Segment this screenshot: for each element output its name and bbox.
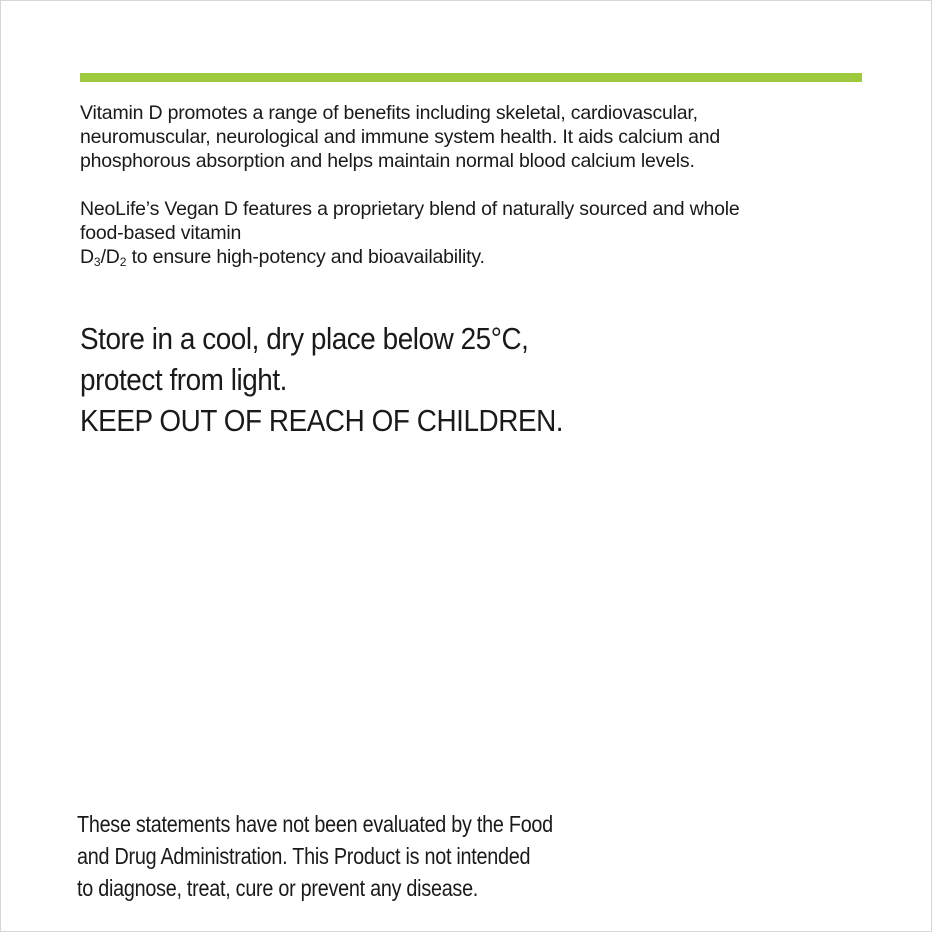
storage-line: Store in a cool, dry place below 25°C,	[80, 321, 529, 356]
storage-instructions	[80, 318, 710, 441]
benefits-line: phosphorous absorption and helps maintain normal blood calcium levels.	[80, 150, 695, 172]
subscript-2: 2	[119, 255, 127, 269]
disclaimer-line: and Drug Administration. This Product is not intended	[77, 843, 531, 869]
benefits-line: neuromuscular, neurological and immune system health. It aids calcium and	[80, 126, 721, 148]
formula-line: food-based vitamin	[80, 222, 242, 244]
accent-bar	[80, 73, 862, 82]
formula-paragraph	[80, 197, 840, 274]
formula-line: NeoLife’s Vegan D features a proprietary blend of naturally sourced and whole	[80, 198, 740, 220]
vitamin-d-letter: D	[80, 246, 94, 268]
formula-line	[80, 246, 485, 268]
benefits-paragraph	[80, 101, 840, 173]
subscript-3: 3	[93, 255, 101, 269]
formula-line-rest: to ensure high-potency and bioavailability.	[126, 246, 485, 268]
fda-disclaimer	[77, 808, 610, 904]
vitamin-d-separator: /D	[100, 246, 120, 268]
disclaimer-line: to diagnose, treat, cure or prevent any disease.	[77, 875, 479, 901]
warning-line: KEEP OUT OF REACH OF CHILDREN.	[80, 403, 564, 438]
benefits-line: Vitamin D promotes a range of benefits including skeletal, cardiovascular,	[80, 102, 698, 124]
product-description	[80, 101, 840, 274]
storage-line: protect from light.	[80, 362, 287, 397]
disclaimer-line: These statements have not been evaluated by the Food	[77, 811, 553, 837]
